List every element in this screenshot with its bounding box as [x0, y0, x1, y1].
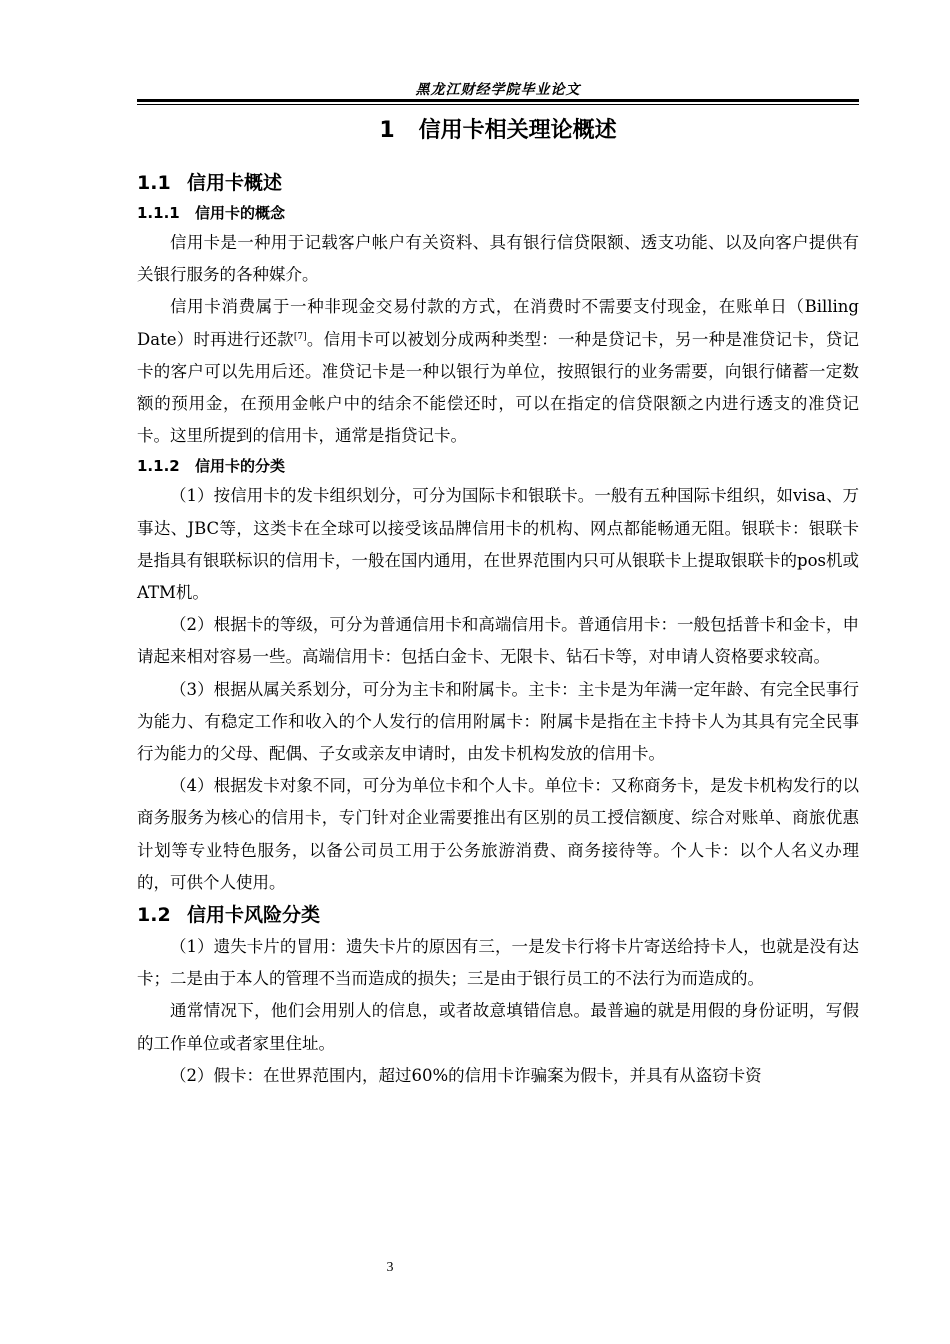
paragraph-text: 信用卡消费属于一种非现金交易付款的方式，在消费时不需要支付现金，在账单日（Billing Date）时再进行还款 — [137, 297, 859, 349]
paragraph: （1）按信用卡的发卡组织划分，可分为国际卡和银联卡。一般有五种国际卡组织，如visa、万事达、JBC等，这类卡在全球可以接受该品牌信用卡的机构、网点都能畅通无阻。银联卡：银联卡是指具有银联标识的信用卡，一般在国内通用，在世界范围内只可从银联卡上提取银联卡的pos机或ATM机。 — [137, 486, 859, 603]
header-rule-thin — [137, 104, 859, 105]
section-title: 信用卡概述 — [187, 172, 283, 194]
running-header: 黑龙江财经学院毕业论文 — [415, 82, 581, 98]
paragraph: 通常情况下，他们会用别人的信息，或者故意填错信息。最普遍的就是用假的身份证明，写假的工作单位或者家里住址。 — [137, 1001, 859, 1053]
subsection-title: 信用卡的概念 — [195, 204, 286, 222]
paragraph: （1）遗失卡片的冒用：遗失卡片的原因有三，一是发卡行将卡片寄送给持卡人，也就是没有达卡；二是由于本人的管理不当而造成的损失；三是由于银行员工的不法行为而造成的。 — [137, 937, 859, 989]
subsection-heading-1-1-1 — [137, 199, 859, 227]
chapter-title-text: 信用卡相关理论概述 — [418, 118, 617, 143]
paragraph: （4）根据发卡对象不同，可分为单位卡和个人卡。单位卡：又称商务卡，是发卡机构发行的以商务服务为核心的信用卡，专门针对企业需要推出有区别的员工授信额度、综合对账单、商旅优惠计划等专业特色服务，以备公司员工用于公务旅游消费、商务接待等。个人卡：以个人名义办理的，可供个人使用。 — [137, 776, 859, 892]
section-number: 1.2 — [137, 904, 171, 927]
paragraph: （2）根据卡的等级，可分为普通信用卡和高端信用卡。普通信用卡：一般包括普卡和金卡，申请起来相对容易一些。高端信用卡：包括白金卡、无限卡、钻石卡等，对申请人资格要求较高。 — [137, 615, 859, 667]
section-title: 信用卡风险分类 — [187, 904, 321, 927]
paragraph: （2）假卡：在世界范围内，超过60%的信用卡诈骗案为假卡，并具有从盗窃卡资 — [170, 1065, 762, 1085]
paragraph-text: 。信用卡可以被划分成两种类型：一种是贷记卡，另一种是准贷记卡，贷记卡的客户可以先用后还。准贷记卡是一种以银行为单位，按照银行的业务需要，向银行储蓄一定数额的预用金，在预用金帐户中的结余不能偿还时，可以在指定的信贷限额之内进行透支的准贷记卡。这里所提到的信用卡，通常是指贷记卡。 — [137, 329, 859, 446]
paragraph — [137, 291, 859, 452]
header-rule-thick — [137, 99, 859, 102]
section-number: 1.1 — [137, 172, 171, 194]
page-number: 3 — [386, 1260, 394, 1275]
paragraph: （3）根据从属关系划分，可分为主卡和附属卡。主卡：主卡是为年满一定年龄、有完全民事行为能力、有稳定工作和收入的个人发行的信用附属卡：附属卡是指在主卡持卡人为其具有完全民事行为能力的父母、配偶、子女或亲友申请时，由发卡机构发放的信用卡。 — [137, 679, 859, 764]
subsection-heading-1-1-2 — [137, 452, 859, 480]
subsection-title: 信用卡的分类 — [195, 457, 286, 476]
body-content — [137, 115, 859, 1092]
subsection-number: 1.1.2 — [137, 457, 180, 476]
chapter-title — [137, 115, 859, 147]
citation-ref: [7] — [293, 331, 307, 342]
chapter-number: 1 — [379, 118, 395, 143]
section-heading-1-2 — [137, 899, 859, 931]
subsection-number: 1.1.1 — [137, 204, 180, 222]
paragraph: 信用卡是一种用于记载客户帐户有关资料、具有银行信贷限额、透支功能、以及向客户提供有关银行服务的各种媒介。 — [137, 233, 859, 285]
section-heading-1-1 — [137, 167, 859, 199]
